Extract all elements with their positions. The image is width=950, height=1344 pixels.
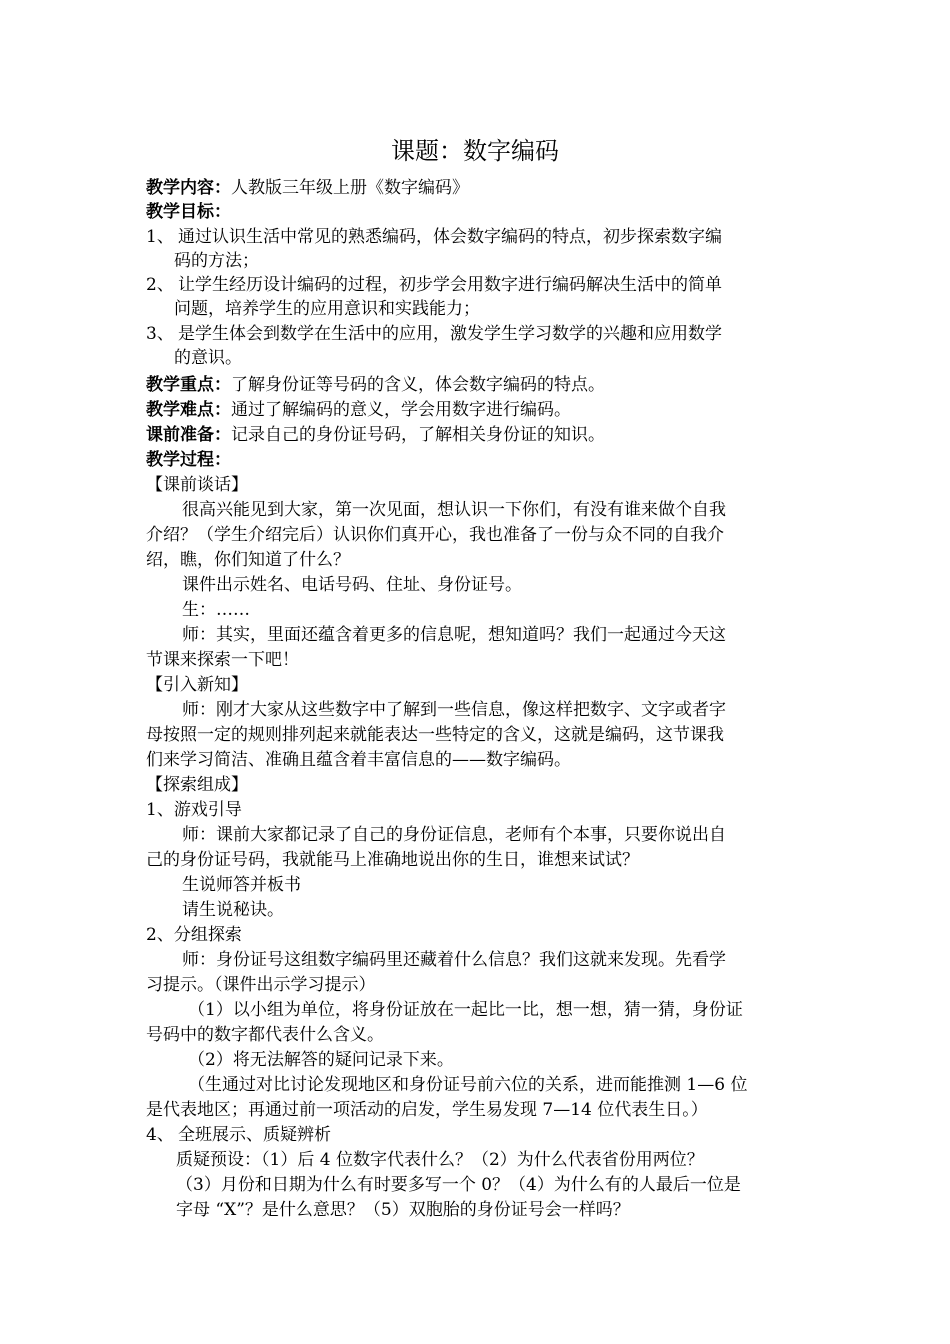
preparation-label: 课前准备： (146, 425, 231, 445)
subheading-group-explore: 2、分组探索 (146, 925, 242, 945)
goal-3-line-2: 的意识。 (174, 348, 242, 368)
goal-2-line-2: 问题，培养学生的应用意识和实践能力； (174, 299, 480, 319)
process-label: 教学过程： (146, 450, 231, 470)
paragraph-line: 己的身份证号码，我就能马上准确地说出你的生日，谁想来试试？ (146, 850, 639, 870)
preparation-value: 记录自己的身份证号码，了解相关身份证的知识。 (231, 425, 605, 445)
paragraph-line: 生说师答并板书 (182, 875, 301, 895)
paragraph-line: 课件出示姓名、电话号码、住址、身份证号。 (182, 575, 522, 595)
difficulty-label: 教学难点： (146, 400, 231, 420)
paragraph-line: 质疑预设：（1）后 4 位数字代表什么？（2）为什么代表省份用两位？ (176, 1150, 704, 1170)
goals-label: 教学目标： (146, 202, 231, 222)
paragraph-line: 师：课前大家都记录了自己的身份证信息，老师有个本事，只要你说出自 (182, 825, 726, 845)
preparation-line (146, 423, 605, 447)
section-heading-pre-talk: 【课前谈话】 (146, 475, 248, 495)
paragraph-line: 母按照一定的规则排列起来就能表达一些特定的含义，这就是编码，这节课我 (146, 725, 724, 745)
goal-3-number: 3、 (146, 324, 174, 344)
difficulty-value: 通过了解编码的意义，学会用数字进行编码。 (231, 400, 571, 420)
goal-3-line-1 (146, 322, 722, 346)
goal-3-text: 是学生体会到数学在生活中的应用，激发学生学习数学的兴趣和应用数学 (178, 324, 722, 344)
goal-2-text: 让学生经历设计编码的过程，初步学会用数字进行编码解决生活中的简单 (178, 275, 722, 295)
subheading-text: 全班展示、质疑辨析 (178, 1125, 331, 1145)
paragraph-line: 介绍？（学生介绍完后）认识你们真开心，我也准备了一份与众不同的自我介 (146, 525, 724, 545)
paragraph-line: 节课来探索一下吧！ (146, 650, 299, 670)
page-title: 课题：数字编码 (391, 137, 559, 165)
paragraph-line: 请生说秘诀。 (182, 900, 284, 920)
goal-1-line-1 (146, 225, 722, 249)
paragraph-line: （2）将无法解答的疑问记录下来。 (188, 1050, 454, 1070)
paragraph-line: （3）月份和日期为什么有时要多写一个 0？（4）为什么有的人最后一位是 (176, 1175, 741, 1195)
paragraph-line: （1）以小组为单位，将身份证放在一起比一比，想一想，猜一猜，身份证 (188, 1000, 743, 1020)
subheading-number: 4、 (146, 1125, 174, 1145)
paragraph-line: 师：身份证号这组数字编码里还藏着什么信息？我们这就来发现。先看学 (182, 950, 726, 970)
content-value: 人教版三年级上册《数字编码》 (231, 178, 469, 198)
paragraph-line: 师：刚才大家从这些数字中了解到一些信息，像这样把数字、文字或者字 (182, 700, 726, 720)
goal-2-number: 2、 (146, 275, 174, 295)
goal-2-line-1 (146, 273, 722, 297)
subheading-class-show (146, 1123, 331, 1147)
paragraph-line: 号码中的数字都代表什么含义。 (146, 1025, 384, 1045)
paragraph-line: 生：…… (182, 600, 250, 620)
goal-1-number: 1、 (146, 227, 174, 247)
paragraph-line: 师：其实，里面还蕴含着更多的信息呢，想知道吗？我们一起通过今天这 (182, 625, 726, 645)
paragraph-line: 很高兴能见到大家，第一次见面，想认识一下你们，有没有谁来做个自我 (182, 500, 726, 520)
paragraph-line: 习提示。（课件出示学习提示） (146, 975, 376, 995)
paragraph-line: 字母 “X”？是什么意思？（5）双胞胎的身份证号会一样吗？ (176, 1200, 630, 1220)
paragraph-line: 绍，瞧，你们知道了什么？ (146, 550, 350, 570)
goal-1-text: 通过认识生活中常见的熟悉编码，体会数字编码的特点，初步探索数字编 (178, 227, 722, 247)
subheading-game: 1、游戏引导 (146, 800, 242, 820)
section-heading-new-knowledge: 【引入新知】 (146, 675, 248, 695)
key-point-value: 了解身份证等号码的含义，体会数字编码的特点。 (231, 375, 605, 395)
content-line (146, 176, 469, 200)
section-heading-explore: 【探索组成】 (146, 775, 248, 795)
goal-1-line-2: 码的方法； (174, 251, 259, 271)
key-point-label: 教学重点： (146, 375, 231, 395)
paragraph-line: 们来学习简洁、准确且蕴含着丰富信息的——数字编码。 (146, 750, 571, 770)
content-label: 教学内容： (146, 178, 231, 198)
paragraph-line: （生通过对比讨论发现地区和身份证号前六位的关系，进而能推测 1—6 位 (188, 1075, 748, 1095)
key-point-line (146, 373, 605, 397)
difficulty-line (146, 398, 571, 422)
paragraph-line: 是代表地区；再通过前一项活动的启发，学生易发现 7—14 位代表生日。） (146, 1100, 708, 1120)
